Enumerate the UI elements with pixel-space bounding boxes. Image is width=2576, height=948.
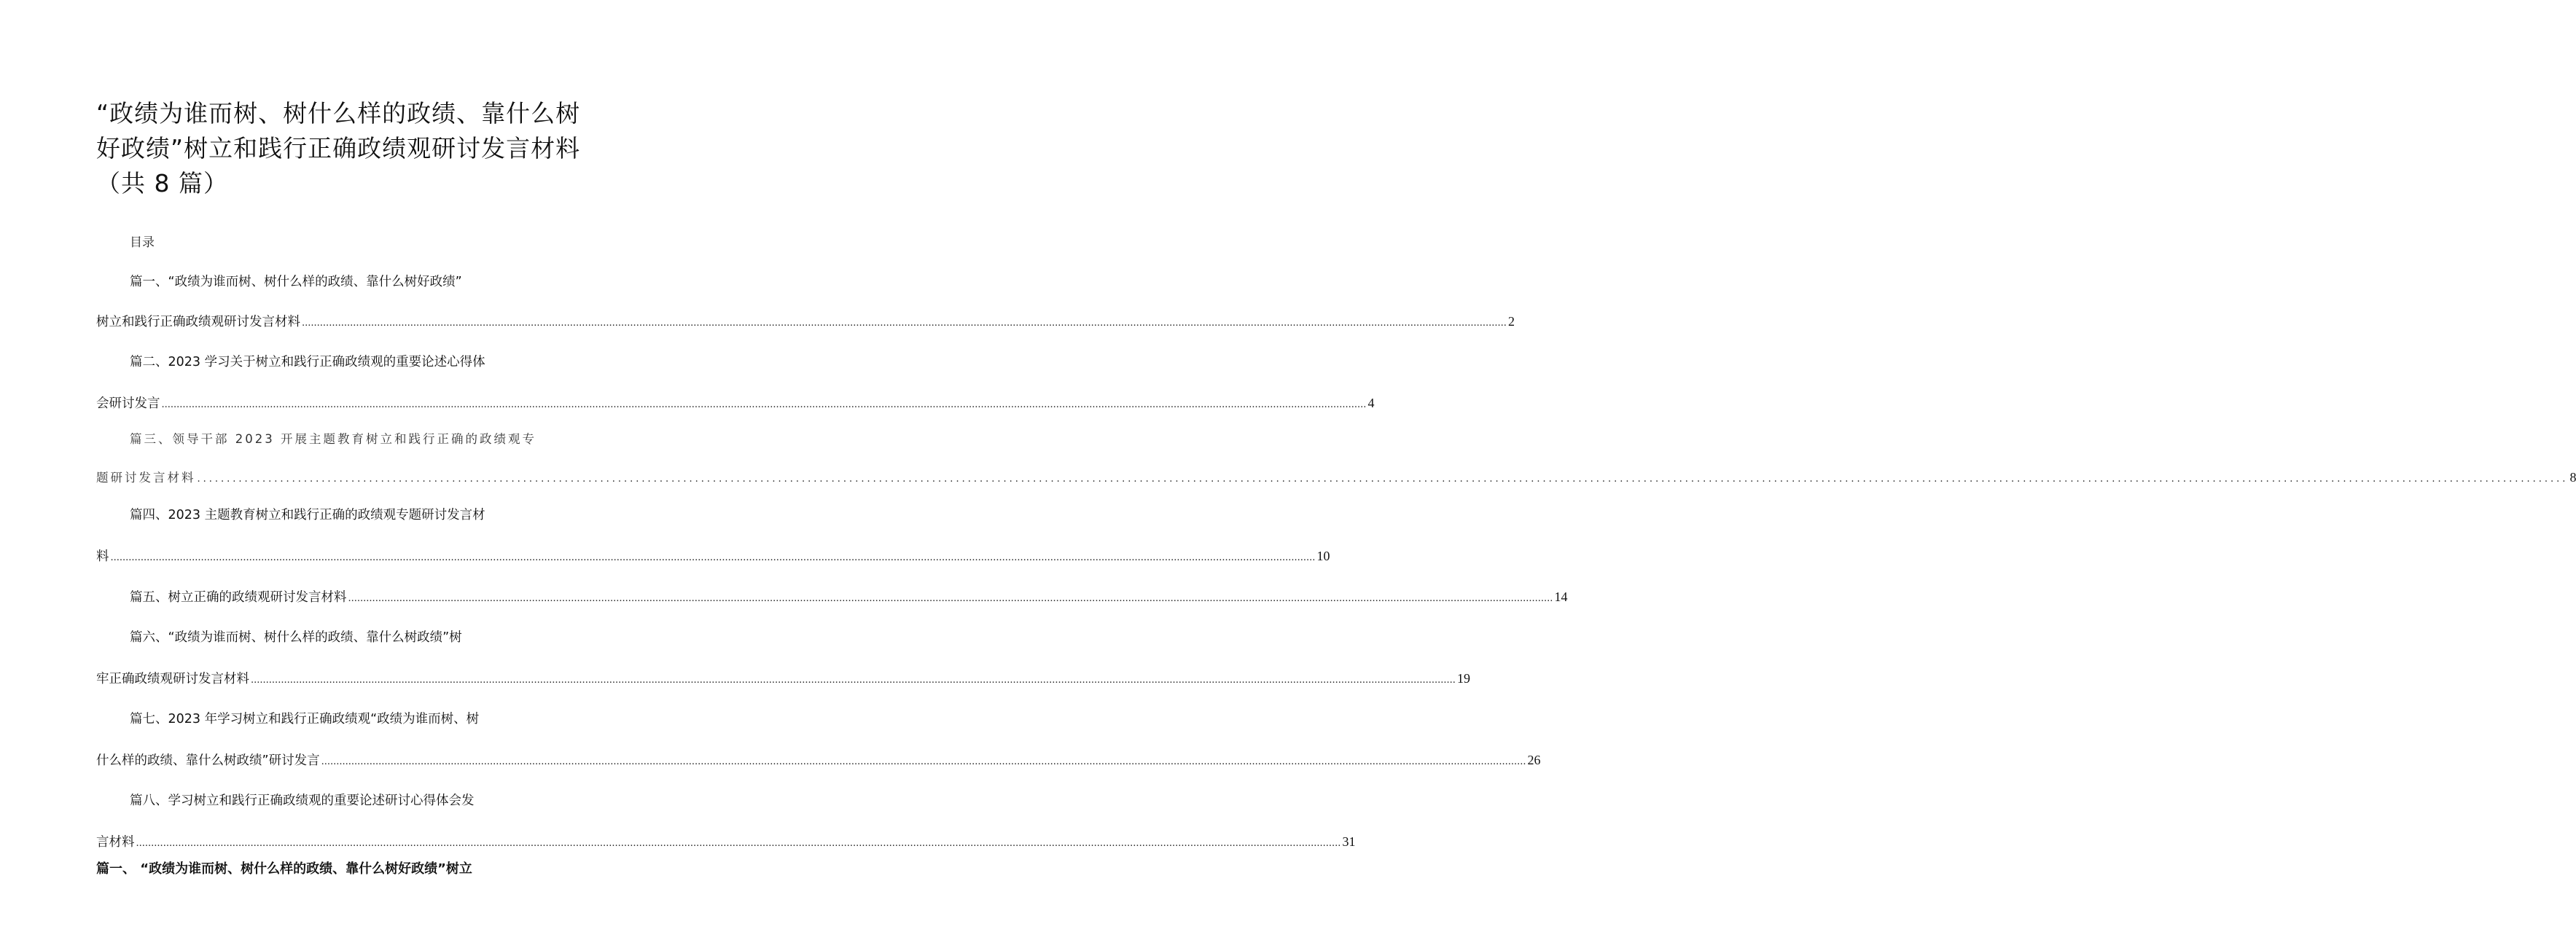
toc-entry-4-line-1[interactable]: 篇四、2023 主题教育树立和践行正确的政绩观专题研讨发言材: [130, 508, 485, 522]
toc-entry-1-page: 2: [1507, 314, 1515, 329]
toc-entry-4-text: 料: [96, 549, 109, 564]
dot-leader: ................................................................................................................................................................................................................................................................................................................................................................................................................: [348, 593, 1553, 604]
dot-leader: ................................................................................................................................................................................................................................................................................................................................................................................................................: [161, 399, 1367, 410]
toc-entry-8-line-2[interactable]: [96, 832, 1356, 851]
toc-entry-8-line-1[interactable]: 篇八、学习树立和践行正确政绩观的重要论述研讨心得体会发: [130, 794, 475, 808]
toc-entry-2-page: 4: [1367, 396, 1375, 410]
dot-leader: ................................................................................................................................................................................................................................................................................................................................................................................................................: [251, 675, 1456, 686]
toc-entry-6-line-2[interactable]: [96, 669, 1470, 688]
toc-entry-8-page: 31: [1342, 834, 1356, 849]
dot-leader: ................................................................................................................................................................................................................................................................................................................................................................................................................: [302, 318, 1507, 329]
section-heading: 篇一、 “政绩为谁而树、树什么样的政绩、靠什么树好政绩”树立: [96, 861, 472, 877]
toc-entry-1-line-2[interactable]: [96, 312, 1515, 331]
title-line-2: 好政绩”树立和践行正确政绩观研讨发言材料: [96, 134, 581, 162]
toc-heading: 目录: [130, 235, 155, 250]
toc-entry-3-line-2[interactable]: [96, 468, 2576, 487]
toc-entry-3-text: 题研讨发言材料: [96, 471, 196, 485]
dot-leader: ................................................................................................................................................................................................................................................................................................................................................................................................................: [136, 838, 1341, 849]
toc-entry-7-line-2[interactable]: [96, 751, 1541, 769]
toc-entry-6-text: 牢正确政绩观研讨发言材料: [96, 672, 249, 686]
toc-entry-1-line-1[interactable]: 篇一、“政绩为谁而树、树什么样的政绩、靠什么树好政绩”: [130, 275, 462, 289]
toc-entry-1-text: 树立和践行正确政绩观研讨发言材料: [96, 315, 300, 329]
toc-entry-5-page: 14: [1554, 589, 1568, 604]
toc-entry-2-line-2[interactable]: [96, 393, 1375, 412]
toc-entry-2-text: 会研讨发言: [96, 396, 160, 411]
toc-entry-7-page: 26: [1527, 753, 1541, 767]
toc-entry-4-page: 10: [1316, 549, 1330, 563]
toc-entry-5-text: 篇五、树立正确的政绩观研讨发言材料: [130, 590, 347, 605]
toc-entry-6-page: 19: [1456, 671, 1470, 686]
document-title: [96, 96, 581, 201]
toc-entry-2-line-1[interactable]: 篇二、2023 学习关于树立和践行正确政绩观的重要论述心得体: [130, 355, 485, 369]
toc-entry-5-line-1[interactable]: [130, 587, 1568, 606]
dot-leader: ................................................................................................................................................................................................................................................................................................................................................................................................................: [321, 756, 1526, 767]
dot-leader: ................................................................................................................................................................................................................................................................................................................................................................................................................: [197, 474, 2569, 485]
toc-entry-3-line-1[interactable]: 篇三、领导干部 2023 开展主题教育树立和践行正确的政绩观专: [130, 432, 536, 446]
title-line-1: “政绩为谁而树、树什么样的政绩、靠什么树: [96, 99, 581, 128]
toc-entry-6-line-1[interactable]: 篇六、“政绩为谁而树、树什么样的政绩、靠什么树政绩”树: [130, 630, 462, 645]
title-line-3: （共 8 篇）: [96, 169, 228, 197]
toc-entry-3-page: 8: [2569, 470, 2576, 485]
toc-entry-8-text: 言材料: [96, 835, 135, 850]
toc-entry-7-line-1[interactable]: 篇七、2023 年学习树立和践行正确政绩观“政绩为谁而树、树: [130, 712, 480, 726]
toc-entry-4-line-2[interactable]: [96, 547, 1330, 565]
dot-leader: ................................................................................................................................................................................................................................................................................................................................................................................................................: [110, 552, 1316, 563]
toc-entry-7-text: 什么样的政绩、靠什么树政绩”研讨发言: [96, 753, 320, 768]
